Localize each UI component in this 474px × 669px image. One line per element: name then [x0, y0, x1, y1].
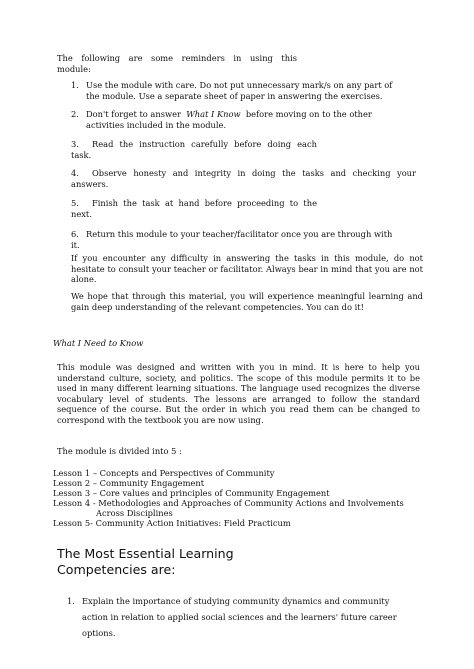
- reminder-number: 5.: [71, 198, 79, 208]
- reminder-item-text-pre: Don't forget to answer: [86, 109, 181, 119]
- reminder-item-text: the module. Use a separate sheet of paper in answering the exercises.: [86, 91, 383, 101]
- reminder-item-text: it.: [71, 240, 80, 250]
- competencies-heading: The Most Essential Learning: [57, 546, 234, 561]
- need-to-know-paragraph: This module was designed and written with you in mind. It is here to help you understand culture, society, and politics. The scope of this module permits it to be used in many different learning situations. The language used recognizes the diverse vocabulary level of students. The lessons are arranged to follow the standard sequence of the course. But the order in which you read them can be changed to correspond with the textbook you are now using.: [57, 362, 420, 425]
- reminder-item-text: answers.: [71, 179, 109, 189]
- reminder-item-text-post: before moving on to the other: [245, 109, 372, 119]
- reminder-item-text: task.: [71, 150, 92, 160]
- reminder-number: 2.: [71, 109, 79, 119]
- encouragement-paragraph: We hope that through this material, you will experience meaningful learning and gain deep understanding of the relevant competencies. You can do it!: [71, 291, 423, 312]
- reminder-item-text: Return this module to your teacher/facilitator once you are through with: [86, 229, 393, 239]
- reminders-intro-cont: module:: [57, 64, 91, 74]
- lesson-item: Lesson 2 – Community Engagement: [53, 478, 205, 488]
- reminder-number: 4.: [71, 168, 79, 178]
- lesson-item-continuation: Across Disciplines: [96, 508, 173, 518]
- competency-number: 1.: [67, 596, 75, 606]
- reminder-item-text: Use the module with care. Do not put unnecessary mark/s on any part of: [86, 80, 393, 90]
- section-title-what-i-need-to-know: What I Need to Know: [53, 338, 144, 348]
- module-division-intro: The module is divided into 5 :: [57, 446, 182, 456]
- competency-item-text: action in relation to applied social sciences and the learners' future career: [82, 612, 397, 622]
- lesson-item: Lesson 4 - Methodologies and Approaches of Community Actions and Involvements: [53, 498, 404, 508]
- lesson-item: Lesson 5- Community Action Initiatives: Field Practicum: [53, 518, 291, 528]
- reminders-intro: The following are some reminders in using this: [57, 53, 297, 63]
- lesson-item: Lesson 1 – Concepts and Perspectives of Community: [53, 468, 275, 478]
- reminder-item-text: next.: [71, 209, 92, 219]
- reminder-item-text: [86, 109, 372, 120]
- reminder-number: 3.: [71, 139, 79, 149]
- competencies-heading-cont: Competencies are:: [57, 562, 176, 577]
- competency-item-text: Explain the importance of studying community dynamics and community: [82, 596, 390, 606]
- difficulty-paragraph: If you encounter any difficulty in answering the tasks in this module, do not hesitate to consult your teacher or facilitator. Always bear in mind that you are not alone.: [71, 253, 423, 285]
- lesson-item: Lesson 3 – Core values and principles of Community Engagement: [53, 488, 330, 498]
- reminder-item-text: Read the instruction carefully before doing each: [92, 139, 317, 149]
- competency-item-text: options.: [82, 628, 116, 638]
- reminder-number: 1.: [71, 80, 79, 90]
- reminder-number: 6.: [71, 229, 79, 239]
- reminder-item-text: Observe honesty and integrity in doing the tasks and checking your: [92, 168, 416, 178]
- reminder-item-text: activities included in the module.: [86, 120, 227, 130]
- what-i-know-emphasis: What I Know: [186, 109, 241, 119]
- reminder-item-text: Finish the task at hand before proceeding to the: [92, 198, 317, 208]
